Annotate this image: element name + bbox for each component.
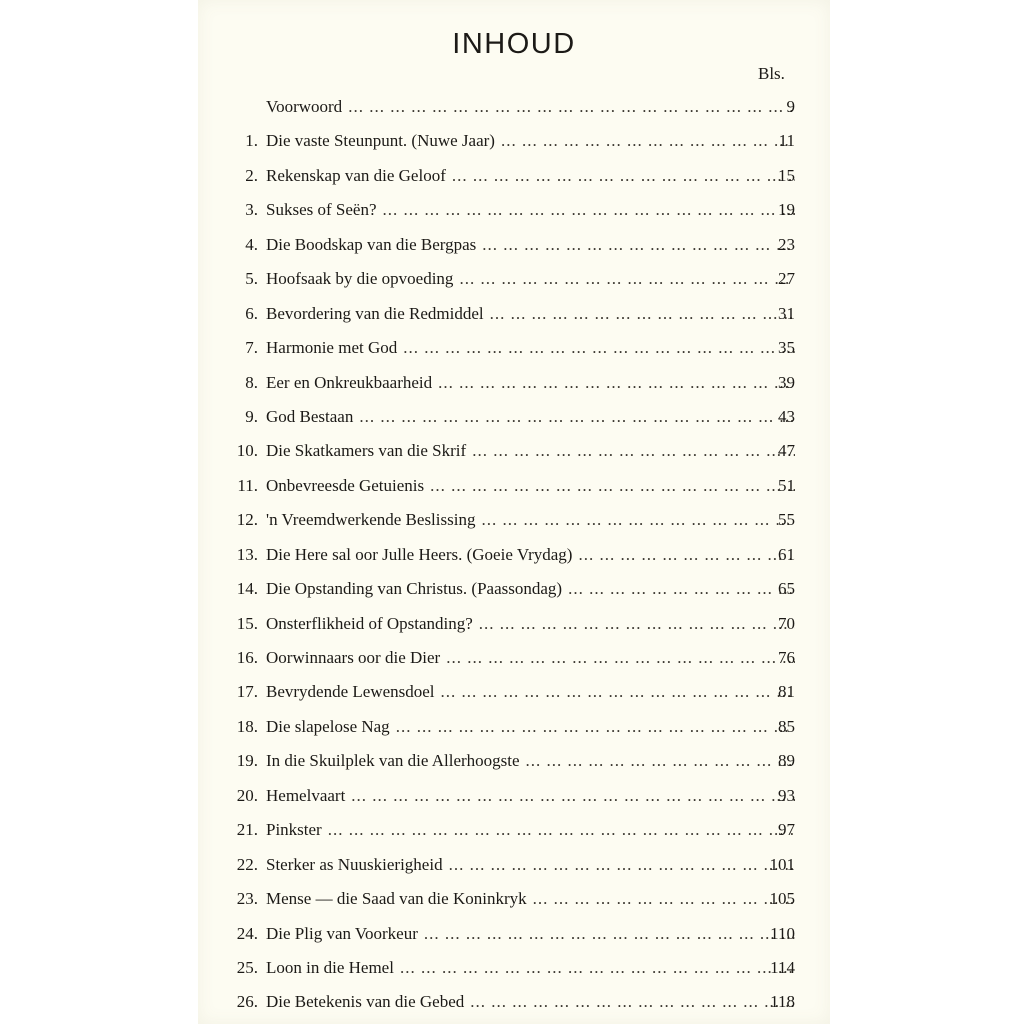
toc-row	[198, 641, 830, 675]
toc-page-number: 39	[778, 372, 795, 392]
toc-label: Loon in die Hemel	[266, 957, 394, 977]
dot-leader	[526, 744, 795, 778]
toc-number: 19.	[236, 751, 258, 771]
toc-page-number: 27	[778, 269, 795, 289]
toc-entry	[266, 331, 795, 365]
toc-page-number: 51	[778, 475, 795, 495]
toc-entry	[266, 882, 795, 916]
toc-label: Sterker as Nuuskierigheid	[266, 854, 443, 874]
dot-leader	[533, 882, 795, 916]
toc-page-number: 65	[778, 579, 795, 599]
toc-label: Bevrydende Lewensdoel	[266, 682, 435, 702]
dot-leader	[441, 675, 795, 709]
toc-row	[198, 744, 830, 778]
toc-row	[198, 710, 830, 744]
dot-leader	[430, 469, 795, 503]
toc-row	[198, 297, 830, 331]
toc-entry	[266, 400, 795, 434]
toc-number: 18.	[236, 716, 258, 736]
toc-row	[198, 434, 830, 468]
toc-label: Die vaste Steunpunt. (Nuwe Jaar)	[266, 131, 495, 151]
toc-entry	[266, 228, 795, 262]
toc-label: Harmonie met God	[266, 338, 398, 358]
toc-label: Die Plig van Voorkeur	[266, 923, 418, 943]
toc-label: Mense — die Saad van die Koninkryk	[266, 889, 527, 909]
dot-leader	[403, 331, 795, 365]
toc-row	[198, 882, 830, 916]
toc-row	[198, 124, 830, 158]
toc-page-number: 89	[778, 751, 795, 771]
toc-label: Pinkster	[266, 820, 322, 840]
toc-label: God Bestaan	[266, 406, 354, 426]
table-of-contents	[198, 90, 830, 1020]
toc-number: 25.	[236, 957, 258, 977]
toc-number: 2.	[245, 165, 258, 185]
dot-leader	[472, 434, 795, 468]
toc-row	[198, 538, 830, 572]
toc-row	[198, 675, 830, 709]
toc-label: In die Skuilplek van die Allerhoogste	[266, 751, 520, 771]
dot-leader	[449, 848, 795, 882]
toc-label: Rekenskap van die Geloof	[266, 165, 446, 185]
toc-row	[198, 572, 830, 606]
toc-entry	[266, 985, 795, 1019]
toc-page-number: 110	[770, 923, 795, 943]
dot-leader	[351, 779, 795, 813]
toc-entry	[266, 710, 795, 744]
toc-label: Sukses of Seën?	[266, 200, 377, 220]
toc-number: 7.	[245, 338, 258, 358]
toc-number: 1.	[245, 131, 258, 151]
toc-number: 11.	[237, 475, 258, 495]
toc-entry	[266, 848, 795, 882]
toc-page-number: 76	[778, 648, 795, 667]
toc-page-number: 85	[778, 716, 795, 736]
toc-entry	[266, 744, 795, 778]
toc-number: 23.	[236, 889, 258, 909]
dot-leader	[382, 193, 795, 227]
dot-leader	[481, 503, 795, 537]
toc-row	[198, 917, 830, 951]
toc-row	[198, 262, 830, 296]
toc-page-number: 114	[770, 957, 795, 977]
toc-number: 24.	[236, 923, 258, 943]
toc-page-number: 9	[786, 97, 795, 116]
toc-entry	[266, 193, 795, 227]
dot-leader	[328, 813, 795, 847]
dot-leader	[400, 951, 795, 985]
toc-number: 5.	[245, 269, 258, 289]
toc-page-number: 23	[778, 234, 795, 254]
toc-page-number: 70	[778, 613, 795, 633]
toc-page-number: 93	[778, 785, 795, 805]
toc-page-number: 19	[778, 200, 795, 220]
toc-label: Die Here sal oor Julle Heers. (Goeie Vrydag)	[266, 544, 573, 564]
toc-entry	[266, 607, 795, 641]
toc-row	[198, 607, 830, 641]
toc-page-number: 105	[769, 889, 795, 909]
dot-leader	[438, 366, 795, 400]
dot-leader	[490, 297, 795, 331]
toc-number: 14.	[236, 579, 258, 599]
toc-row	[198, 985, 830, 1019]
dot-leader	[348, 90, 795, 124]
dot-leader	[479, 607, 795, 641]
page-title: INHOUD	[452, 28, 576, 60]
toc-entry	[266, 90, 795, 124]
toc-entry	[266, 813, 795, 847]
dot-leader	[396, 710, 795, 744]
toc-row	[198, 813, 830, 847]
toc-entry	[266, 503, 795, 537]
toc-page-number: 97	[778, 820, 795, 840]
toc-page-number: 118	[770, 992, 795, 1012]
toc-row	[198, 400, 830, 434]
toc-number: 9.	[245, 406, 258, 426]
dot-leader	[452, 159, 795, 193]
toc-page-number: 55	[778, 510, 795, 530]
toc-entry	[266, 572, 795, 606]
dot-leader	[359, 400, 795, 434]
toc-entry	[266, 538, 795, 572]
toc-number: 8.	[245, 372, 258, 392]
toc-number: 21.	[236, 820, 258, 840]
toc-number: 10.	[236, 441, 258, 461]
toc-label: 'n Vreemdwerkende Beslissing	[266, 510, 476, 530]
toc-entry	[266, 297, 795, 331]
toc-page-number: 31	[778, 303, 795, 323]
toc-label: Onbevreesde Getuienis	[266, 475, 425, 495]
toc-entry	[266, 917, 795, 951]
toc-entry	[266, 434, 795, 468]
toc-label: Die Opstanding van Christus. (Paassondag)	[266, 579, 563, 599]
toc-page-number: 61	[778, 544, 795, 564]
toc-number: 4.	[245, 234, 258, 254]
toc-page-number: 35	[778, 338, 795, 358]
toc-number: 3.	[245, 200, 258, 220]
toc-number: 6.	[245, 303, 258, 323]
toc-entry	[266, 124, 795, 158]
toc-row	[198, 228, 830, 262]
toc-row	[198, 90, 830, 124]
toc-entry	[266, 159, 795, 193]
toc-number: 17.	[236, 682, 258, 702]
toc-page-number: 11	[778, 131, 795, 151]
toc-number: 15.	[236, 613, 258, 633]
toc-entry	[266, 779, 795, 813]
toc-entry	[266, 641, 795, 675]
toc-row	[198, 951, 830, 985]
toc-row	[198, 779, 830, 813]
toc-entry	[266, 262, 795, 296]
toc-entry	[266, 469, 795, 503]
toc-page-number: 15	[778, 165, 795, 185]
dot-leader	[470, 985, 795, 1019]
toc-entry	[266, 366, 795, 400]
toc-page-number: 81	[778, 682, 795, 702]
toc-number: 16.	[236, 648, 258, 667]
toc-row	[198, 193, 830, 227]
toc-number: 13.	[236, 544, 258, 564]
toc-label: Voorwoord	[266, 97, 343, 116]
toc-page-number: 101	[769, 854, 795, 874]
dot-leader	[501, 124, 795, 158]
toc-number: 26.	[236, 992, 258, 1012]
toc-label: Die slapelose Nag	[266, 716, 390, 736]
toc-label: Hemelvaart	[266, 785, 346, 805]
toc-row	[198, 469, 830, 503]
toc-row	[198, 366, 830, 400]
toc-label: Die Betekenis van die Gebed	[266, 992, 465, 1012]
toc-number: 12.	[236, 510, 258, 530]
toc-row	[198, 848, 830, 882]
book-page	[198, 0, 830, 1024]
toc-label: Oorwinnaars oor die Dier	[266, 648, 441, 667]
toc-row	[198, 331, 830, 365]
page-column-label: Bls.	[758, 64, 785, 83]
toc-label: Die Skatkamers van die Skrif	[266, 441, 467, 461]
toc-row	[198, 159, 830, 193]
dot-leader	[446, 641, 795, 675]
toc-label: Bevordering van die Redmiddel	[266, 303, 484, 323]
toc-label: Eer en Onkreukbaarheid	[266, 372, 433, 392]
toc-entry	[266, 675, 795, 709]
dot-leader	[482, 228, 795, 262]
toc-number: 22.	[236, 854, 258, 874]
toc-page-number: 43	[778, 406, 795, 426]
toc-number: 20.	[236, 785, 258, 805]
toc-entry	[266, 951, 795, 985]
toc-page-number: 47	[778, 441, 795, 461]
toc-label: Hoofsaak by die opvoeding	[266, 269, 454, 289]
dot-leader	[424, 917, 795, 951]
toc-label: Onsterflikheid of Opstanding?	[266, 613, 473, 633]
toc-row	[198, 503, 830, 537]
toc-label: Die Boodskap van die Bergpas	[266, 234, 477, 254]
dot-leader	[459, 262, 795, 296]
